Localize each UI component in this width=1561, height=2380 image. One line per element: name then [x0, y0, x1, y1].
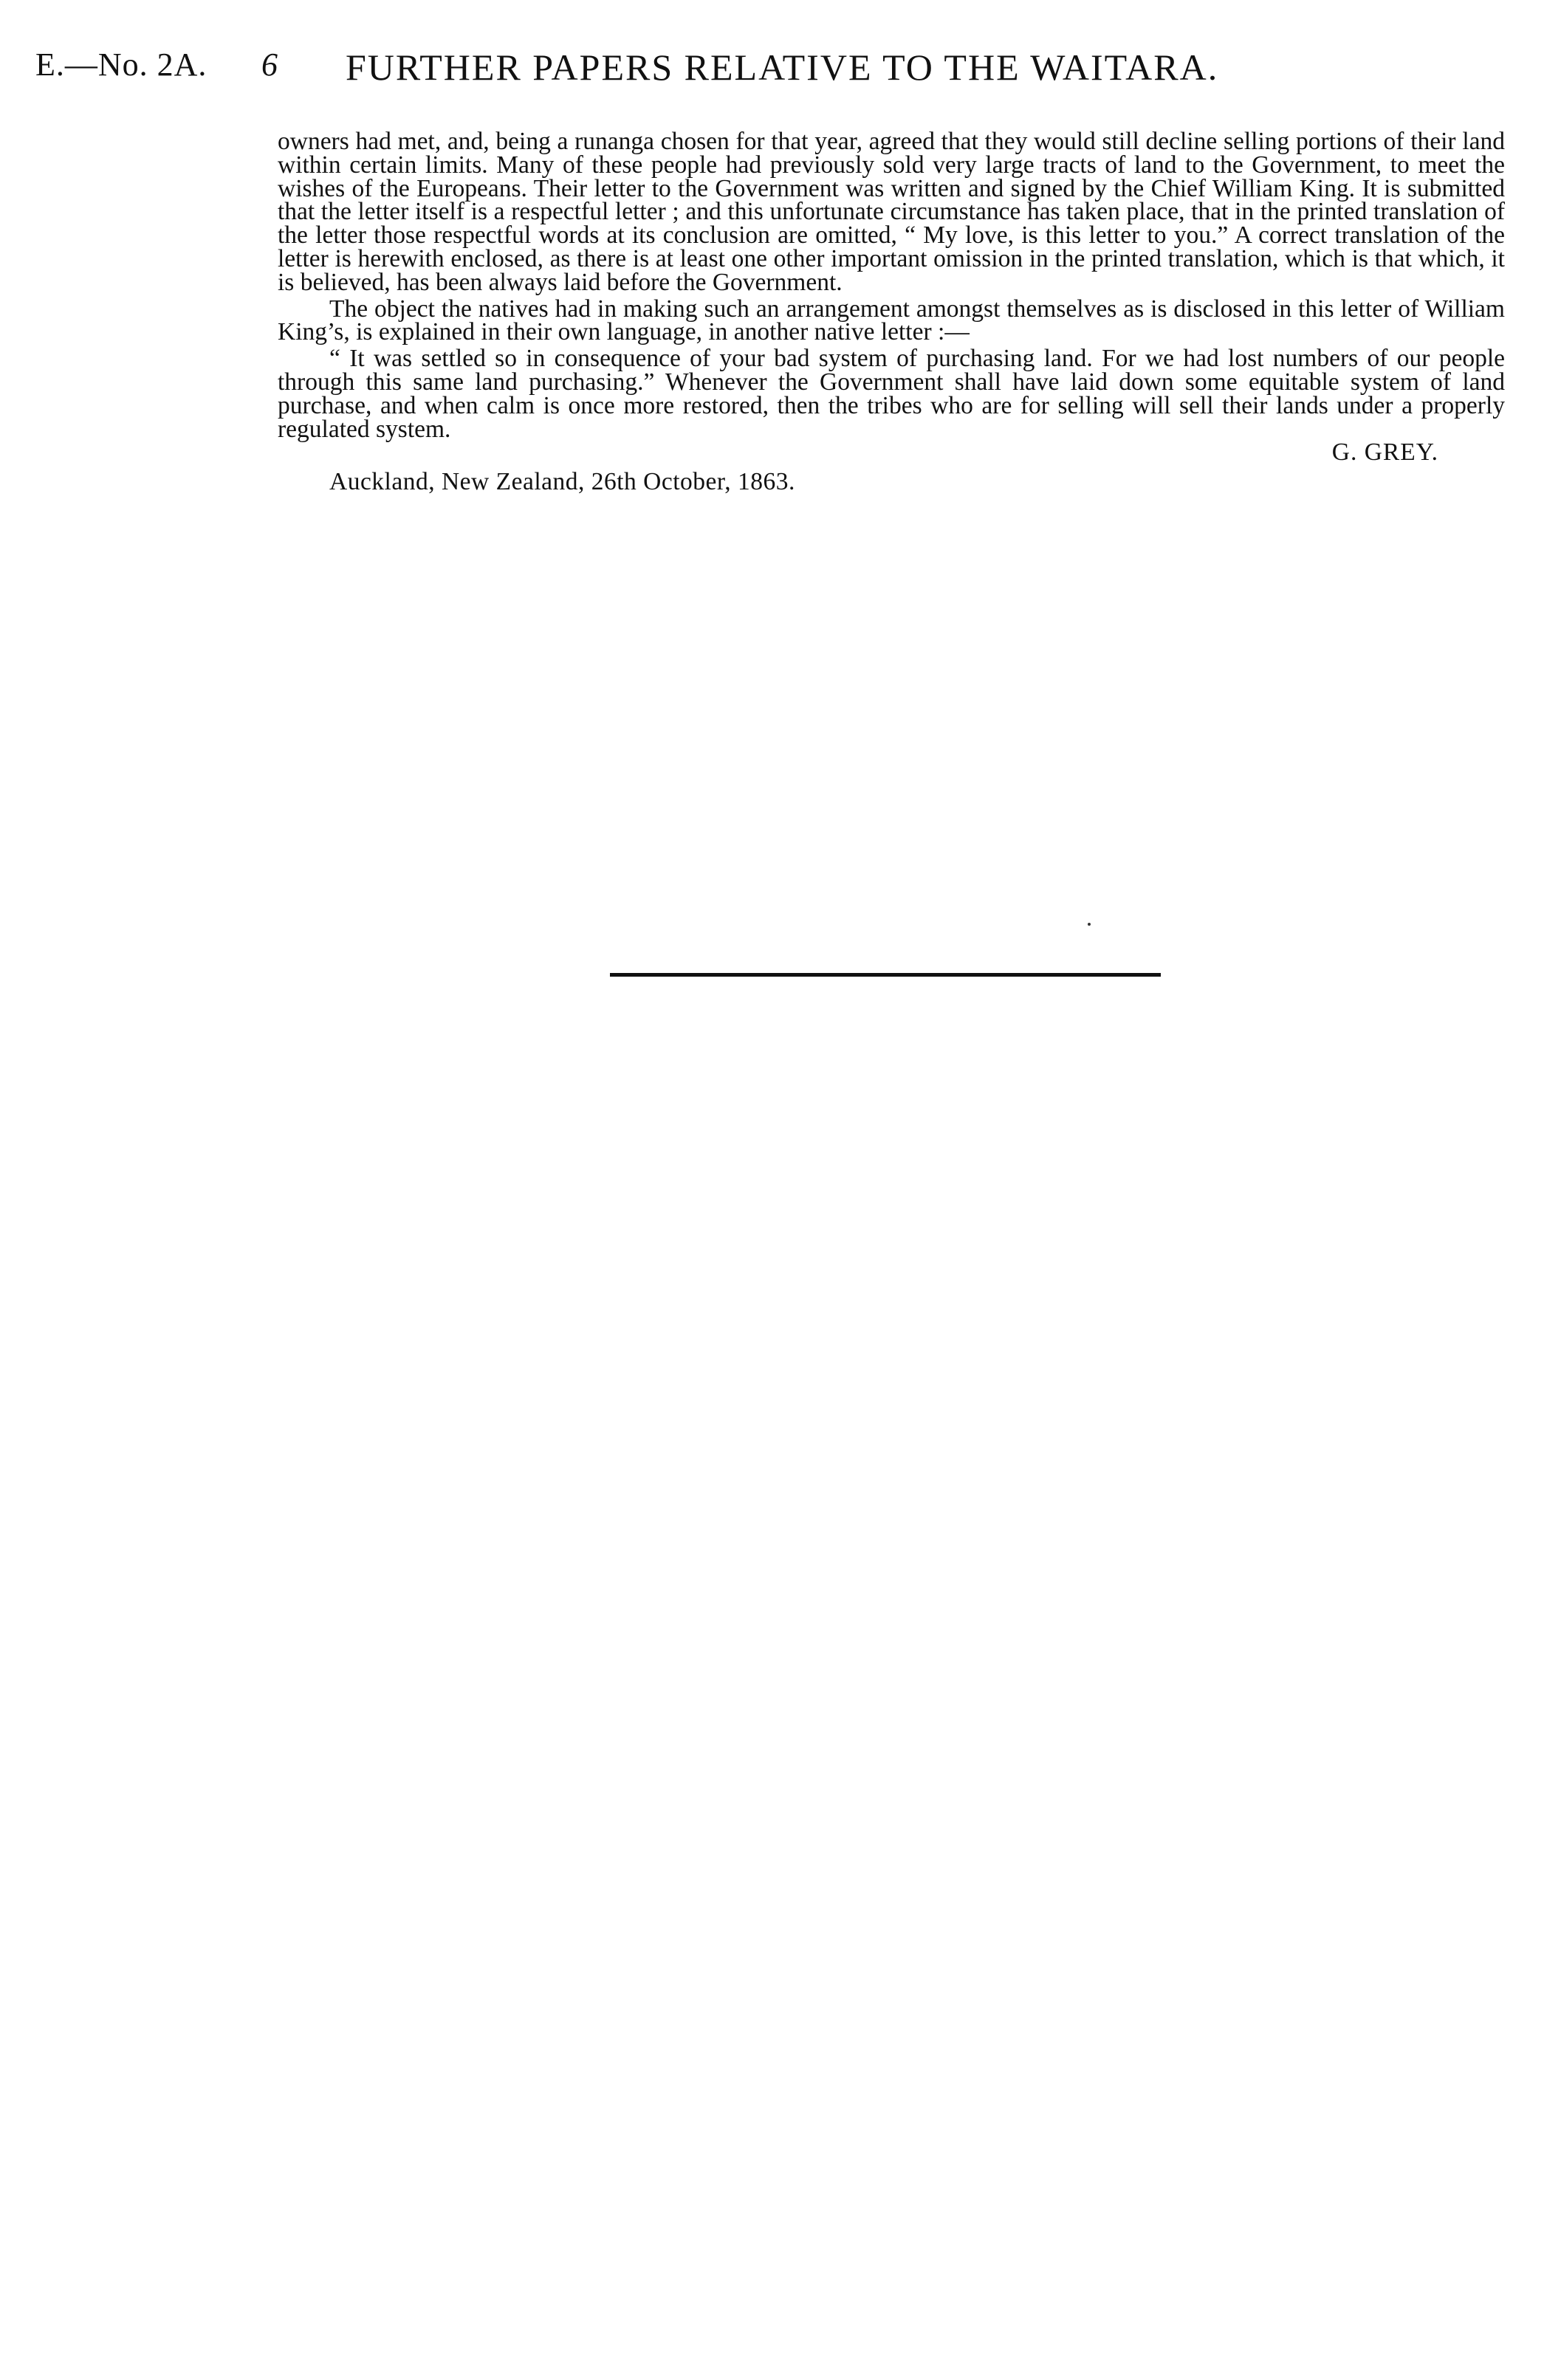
dateline: Auckland, New Zealand, 26th October, 1863.	[329, 468, 795, 496]
page-title: FURTHER PAPERS RELATIVE TO THE WAITARA.	[346, 47, 1219, 88]
paragraph-continuation: owners had met, and, being a runanga chosen for that year, agreed that they would still decline selling portions of their land within certain limits. Many of these people had previously sold very large tracts of land to the Government, to meet the wishes of the Europeans. Their letter to the Government was written and signed by the Chief William King. It is submitted that the letter itself is a respectful letter ; and this unfortunate circumstance has taken place, that in the printed translation of the letter those respectful words at its conclusion are omitted, “ My love, is this letter to you.” A correct translation of the letter is herewith enclosed, as there is at least one other important omission in the printed translation, which is that which, it is believed, has been always laid before the Government.	[278, 128, 1505, 296]
signature: G. GREY.	[1331, 438, 1438, 467]
quoted-native-letter: “ It was settled so in consequence of your bad system of purchasing land. For we had lost numbers of our people through this same land purchasing.” Whenever the Government shall have laid down some equitable system of land purchase, and when calm is once more restored, then the tribes who are for selling will sell their lands under a properly regulated system.	[278, 345, 1505, 443]
paragraph-native-object: The object the natives had in making such an arrangement amongst themselves as is disclosed in this letter of William King’s, is explained in their own language, in another native letter :—	[278, 295, 1505, 346]
document-reference: E.—No. 2A.	[35, 47, 207, 83]
body-text	[278, 130, 1505, 494]
page-number: 6	[261, 47, 278, 83]
closing-rule	[610, 973, 1161, 977]
ink-speck	[1088, 923, 1091, 926]
page-header	[35, 46, 1424, 97]
